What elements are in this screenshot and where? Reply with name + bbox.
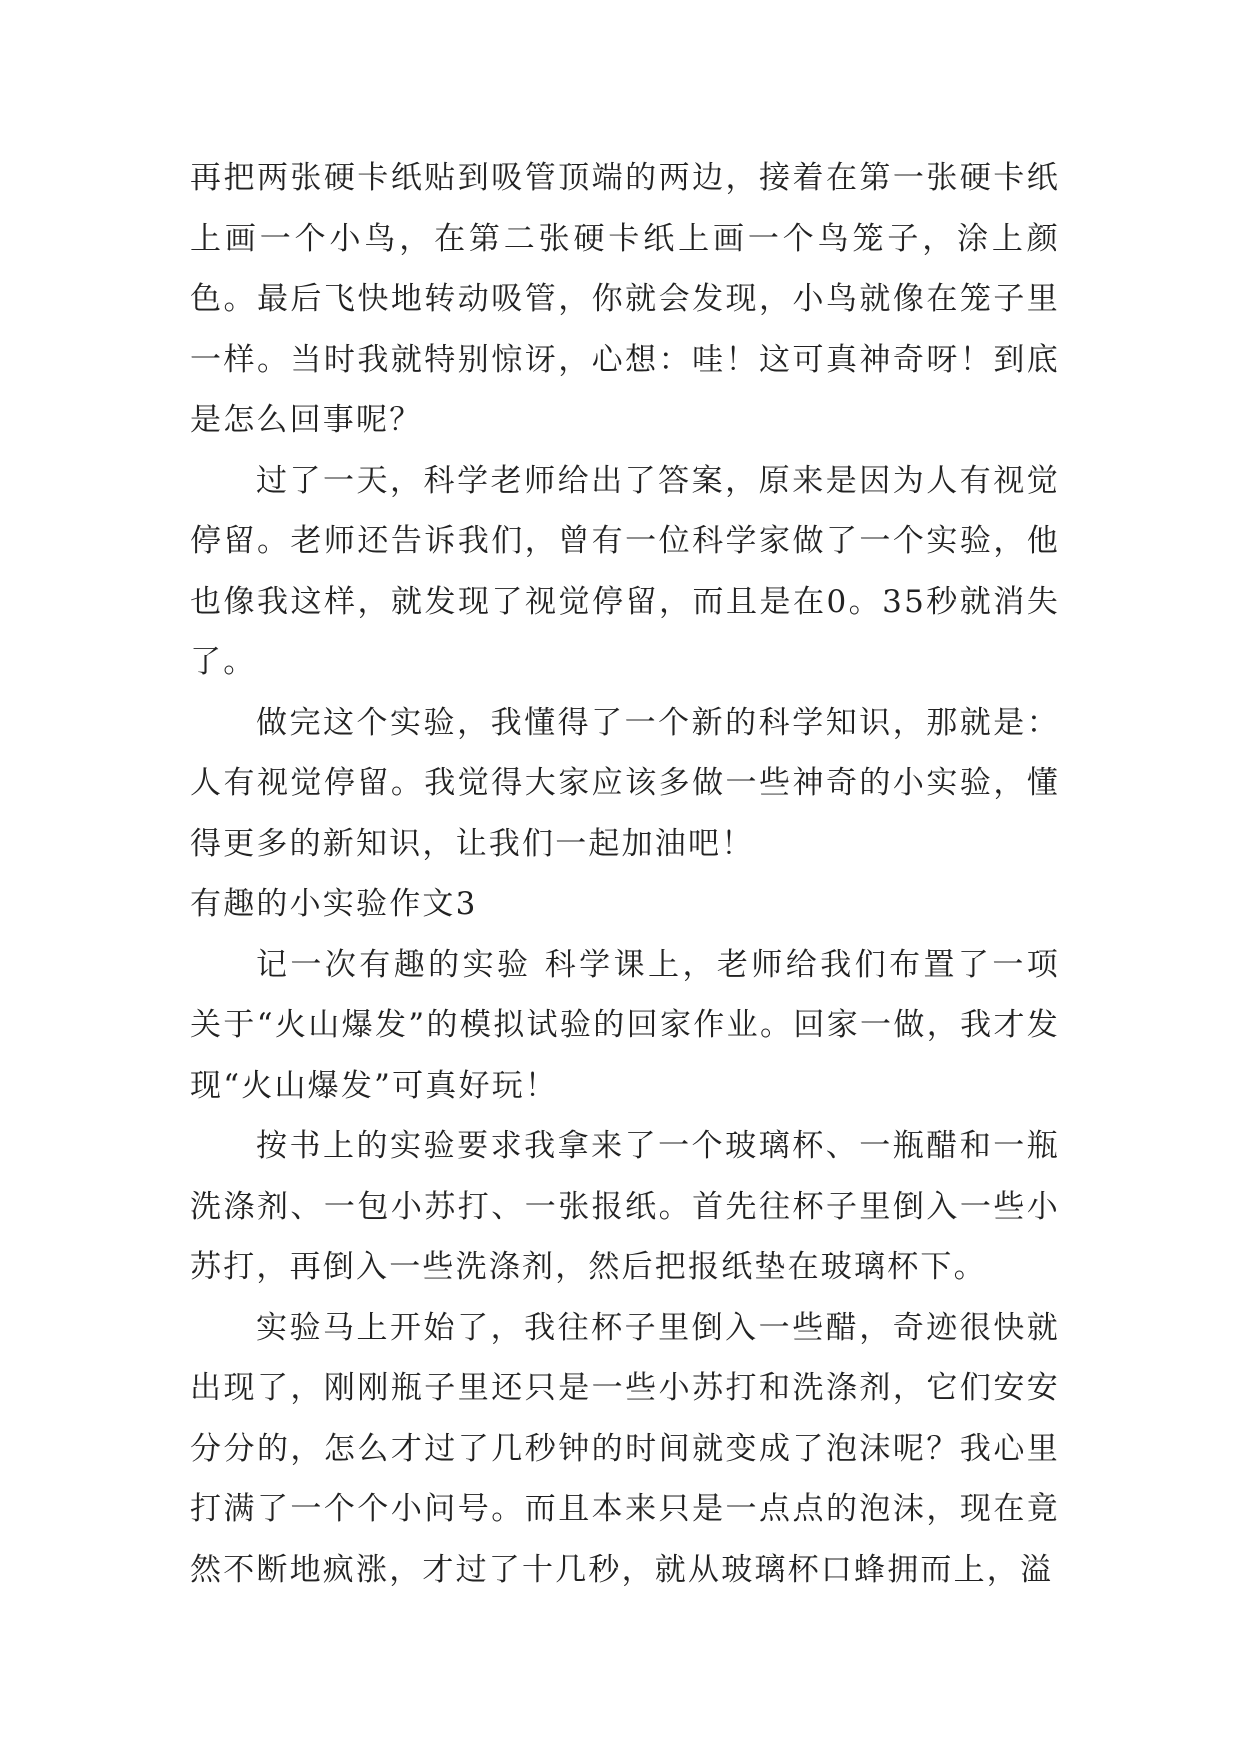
document-body	[190, 148, 1060, 1600]
paragraph-straw-bird-experiment: 再把两张硬卡纸贴到吸管顶端的两边，接着在第一张硬卡纸上画一个小鸟，在第二张硬卡纸上画一个鸟笼子，涂上颜色。最后飞快地转动吸管，你就会发现，小鸟就像在笼子里一样。当时我就特别惊讶，心想：哇！这可真神奇呀！到底是怎么回事呢？	[190, 160, 1060, 438]
paragraph-volcano-intro: 记一次有趣的实验 科学课上，老师给我们布置了一项关于“火山爆发”的模拟试验的回家作业。回家一做，我才发现“火山爆发”可真好玩！	[190, 946, 1060, 1104]
essay-heading: 有趣的小实验作文3	[190, 886, 478, 922]
paragraph-volcano-materials: 按书上的实验要求我拿来了一个玻璃杯、一瓶醋和一瓶洗涤剂、一包小苏打、一张报纸。首先往杯子里倒入一些小苏打，再倒入一些洗涤剂，然后把报纸垫在玻璃杯下。	[190, 1128, 1060, 1285]
paragraph-conclusion: 做完这个实验，我懂得了一个新的科学知识，那就是：人有视觉停留。我觉得大家应该多做一些神奇的小实验，懂得更多的新知识，让我们一起加油吧！	[190, 704, 1060, 862]
paragraph-teacher-answer: 过了一天，科学老师给出了答案，原来是因为人有视觉停留。老师还告诉我们，曾有一位科学家做了一个实验，他也像我这样，就发现了视觉停留，而且是在0。35秒就消失了。	[190, 462, 1060, 680]
paragraph-volcano-eruption: 实验马上开始了，我往杯子里倒入一些醋，奇迹很快就出现了，刚刚瓶子里还只是一些小苏打和洗涤剂，它们安安分分的，怎么才过了几秒钟的时间就变成了泡沫呢？我心里打满了一个个小问号。而且本来只是一点点的泡沫，现在竟然不断地疯涨，才过了十几秒，就从玻璃杯口蜂拥而上，溢	[190, 1309, 1060, 1588]
